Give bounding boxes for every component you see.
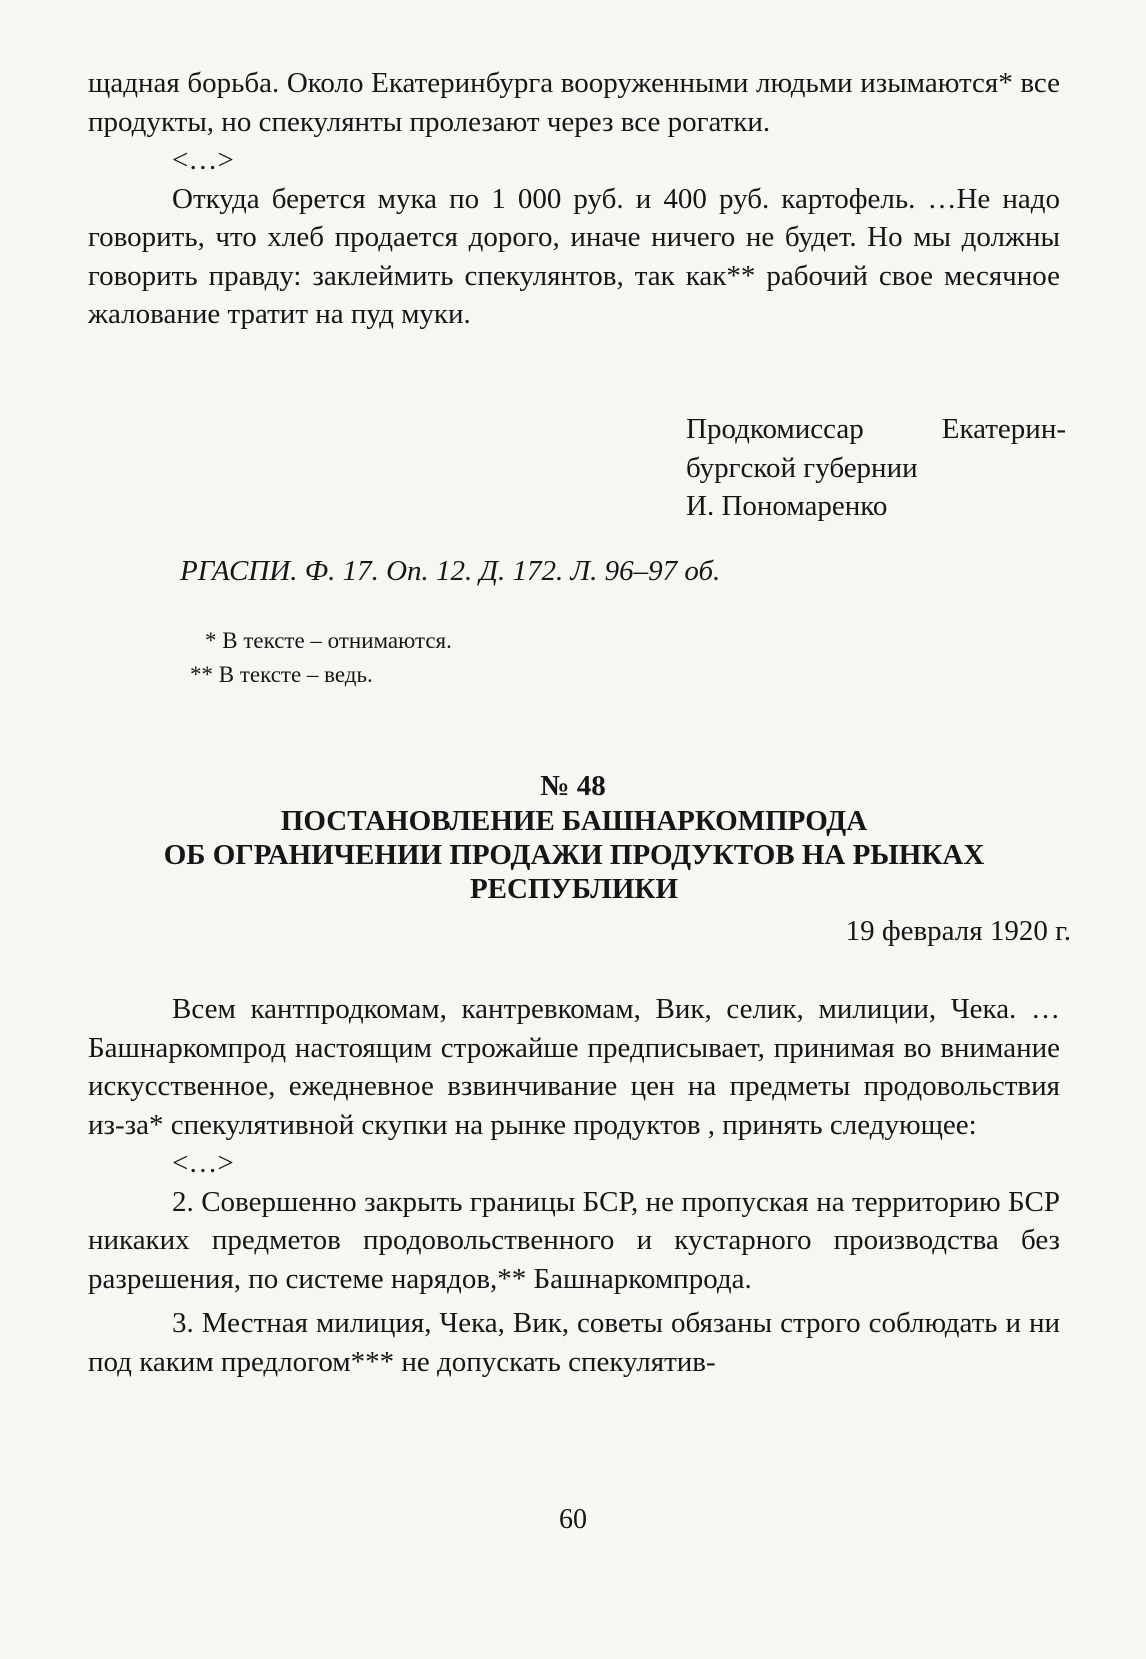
footnote-1: * В тексте – отнимаются.	[205, 628, 452, 653]
document-title-line-1: ПОСТАНОВЛЕНИЕ БАШНАРКОМПРОДА	[280, 805, 868, 837]
paragraph-top: щадная борьба. Около Екатеринбурга вооруженными людьми изымаются* все продукты, но спекулянты пролезают через все рогатки.	[88, 67, 1060, 138]
signature-line-3: И. Пономаренко	[686, 490, 888, 522]
signature-block	[686, 410, 1066, 526]
signature-line-1: Продкомиссар Екатерин-	[686, 413, 1066, 445]
paragraph-point-3: 3. Местная милиция, Чека, Вик, советы обязаны строго соблюдать и ни под каким предлогом*** не допускать спекулятив-	[88, 1307, 1060, 1378]
omission-marker: <…>	[172, 144, 234, 176]
paragraph-point-2: 2. Совершенно закрыть границы БСР, не пропуская на территорию БСР никаких предметов продовольственного и кустарного производства без разрешения, по системе нарядов,** Башнаркомпрода.	[88, 1185, 1060, 1295]
paragraph-flour-prices: Откуда берется мука по 1 000 руб. и 400 руб. картофель. …Не надо говорить, что хлеб продается дорого, иначе ничего не будет. Но мы должны говорить правду: заклеймить спекулянтов, так как** рабочий свое месячное жалование тратит на пуд муки.	[88, 182, 1060, 330]
document-title-line-3: РЕСПУБЛИКИ	[469, 873, 679, 905]
footnote-2: ** В тексте – ведь.	[190, 662, 373, 687]
signature-line-2: бургской губернии	[686, 451, 918, 484]
body-bottom	[88, 990, 1060, 1381]
page-number: 60	[559, 1504, 587, 1535]
archive-reference: РГАСПИ. Ф. 17. Оп. 12. Д. 172. Л. 96–97 об.	[180, 555, 721, 587]
paragraph-decree-intro: Всем кантпродкомам, кантревкомам, Вик, селик, милиции, Чека. …Башнаркомпрод настоящим строжайше предписывает, принимая во внимание искусственное, ежедневное взвинчивание цен на предметы продовольствия из-за* спекулятивной скупки на рынке продуктов , принять следующее:	[88, 993, 1060, 1141]
omission-marker-2: <…>	[172, 1147, 234, 1179]
document-title-line-2: ОБ ОГРАНИЧЕНИИ ПРОДАЖИ ПРОДУКТОВ НА РЫНКАХ	[163, 839, 985, 871]
document-date: 19 февраля 1920 г.	[845, 915, 1071, 947]
body-top	[88, 64, 1060, 334]
document-number: № 48	[540, 770, 606, 802]
